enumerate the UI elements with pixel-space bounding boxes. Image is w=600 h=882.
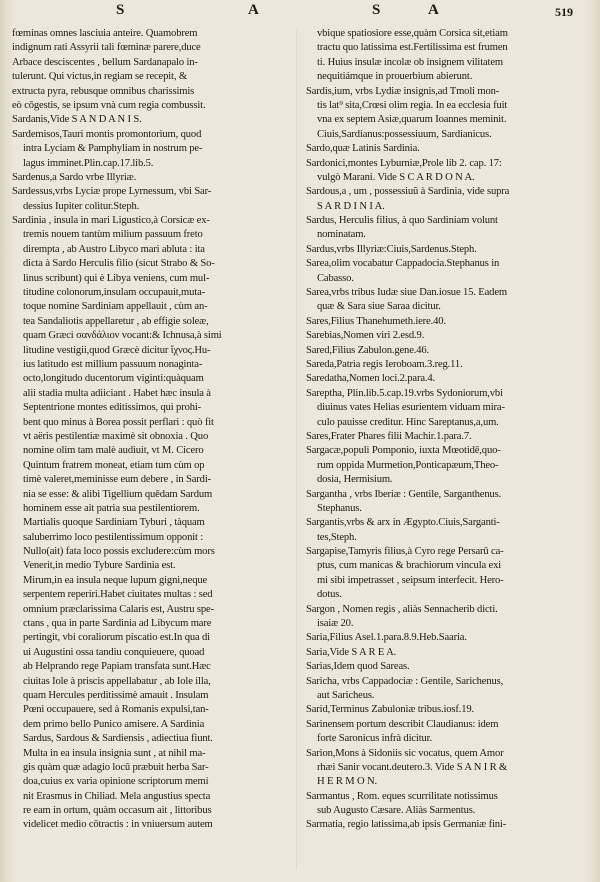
text-line: indignum rati Assyrii tali fœminæ parere,duce [12, 42, 201, 54]
text-line: Sares,Filius Thanehumeth.iere.40. [306, 315, 446, 327]
text-line: isaiæ 20. [317, 618, 354, 630]
text-line: tes,Steph. [317, 531, 357, 543]
text-line: linus scribunt) qui è Libya veniens, cum mul- [23, 272, 210, 284]
text-line: Sarid,Terminus Zabuloniæ tribus.iosf.19. [306, 704, 475, 716]
text-line: rhæi Sanir vocant.deutero.3. Vide S A N I R & [317, 761, 508, 773]
page-number: 519 [555, 5, 573, 19]
text-line: dessius Iupiter colitur.Steph. [23, 200, 140, 212]
text-line: pertingit, vbi coraliorum piscatio est.In qua di [23, 632, 210, 644]
text-line: hominem esse ait patria sua pestilentiorem. [23, 502, 200, 514]
text-line: tractu quo latissima est.Fertilissima est frumen [317, 42, 508, 54]
text-line: culo pauisse creditur. Hinc Sareptanus,a,um. [317, 416, 499, 428]
text-line: Sared,Filius Zabulon.gene.46. [306, 344, 430, 356]
text-line: extructa pyra, rebusque omnibus charissimis [12, 85, 195, 97]
text-line: bent quo minus à Borea possit perflari : quò fit [23, 416, 214, 428]
text-line: Pœni occupauere, sed à Romanis expulsi,tan- [23, 704, 209, 716]
text-line: nominatam. [317, 229, 366, 241]
text-line: sub Augusto Cæsare. Aliàs Sarmentus. [317, 805, 476, 817]
text-line: Saria,Vide S A R E A. [306, 646, 397, 658]
text-line: Septentrione montes editissimos, qui prohi- [23, 402, 202, 414]
text-line: Sardenus,a Sardo vrbe Illyriæ. [12, 171, 137, 183]
text-line: diuinus vates Helias esurientem viduam mira- [317, 402, 505, 414]
text-line: eò cōgestis, se ipsum vnà cum regia combussit. [12, 99, 206, 111]
text-line: quam Græci σανδάλιον vocant:& Ichnusa,à simi [23, 330, 222, 342]
text-line: litudine vestigii,quod Græcè dicitur ἴχνος.Hu- [23, 344, 211, 356]
text-line: Ciuis,Sardianus:possessiuum, Sardianicus. [317, 128, 492, 140]
text-line: tulerunt. Qui victus,in regiam se recepit, & [12, 71, 187, 83]
text-line: Sardessus,vrbs Lyciæ prope Lyrnessum, vbi Sar- [12, 186, 212, 198]
right-column [306, 27, 574, 873]
text-line: fœminas omnes lasciuia anteire. Quamobrem [12, 28, 198, 39]
text-line: Sarea,olim vocabatur Cappadocia.Stephanus in [306, 258, 500, 270]
text-line: rum oppida Murmetion,Ponticapæum,Theo- [317, 459, 499, 471]
text-line: Sardis,ium, vrbs Lydiæ insignis,ad Tmoli mon- [306, 85, 500, 97]
text-line: ab Helprando rege Papiam transfata sunt.Hæc [23, 661, 211, 673]
header-letter-right-1: S [372, 2, 381, 18]
text-line: Sardous,a , um , possessiuũ à Sardinia, vide supra [306, 186, 510, 198]
text-line: Nullo(ait) fata loco possis excludere:cùm mors [23, 546, 215, 558]
text-line: ctans , qua in parte Sardinia ad Libycum mare [23, 618, 212, 630]
text-line: lagus imminet.Plin.cap.17.lib.5. [23, 157, 154, 169]
text-line: quæ & Sara siue Saraa dicitur. [317, 301, 441, 313]
text-line: alii stadia multa adiiciant . Habet hæc insula à [23, 387, 211, 399]
text-line: Mirum,in ea insula neque lupum gigni,neque [23, 574, 208, 586]
text-line: Sardus,vrbs Illyriæ:Ciuis,Sardenus.Steph. [306, 243, 477, 255]
text-line: tis lat⁹ sita,Crœsi olim regia. In ea ecclesia fuit [317, 99, 508, 111]
text-line: Sargon , Nomen regis , aliàs Sennacherib dicti. [306, 603, 498, 615]
column-gutter [296, 30, 297, 870]
text-line: Sarebias,Nomen viri 2.esd.9. [306, 330, 425, 342]
text-line: Sardus, Herculis filius, à quo Sardiniam volunt [306, 215, 498, 227]
text-line: vulgò Marani. Vide S C A R D O N A. [317, 171, 475, 183]
text-line: quam Hercules perditissimè amauit . Insulam [23, 689, 209, 701]
text-line: videlicet medio cōtractis : in vniuersum autem [23, 819, 213, 831]
text-line: ius latitudo est millium passuum nonaginta- [23, 358, 203, 370]
text-line: vt aëris pestilentiæ maximè sit obnoxia . Quo [23, 430, 209, 442]
text-line: toque nomine Sardiniam appellauit , cùm an- [23, 301, 208, 313]
text-line: doa,cuius ex varia opinione scriptorum memi [23, 776, 209, 788]
text-line: vna ex septem Asiæ,quarum Ioannes meminit. [317, 114, 507, 126]
text-line: Sarmantus , Rom. eques scurrilitate notissimus [306, 790, 498, 802]
header-letter-right-2: A [428, 2, 439, 18]
text-line: ciuitas Iole à priscis appellabatur , ab Iole illa, [23, 675, 211, 687]
text-line: Sarea,vrbs tribus Iudæ siue Dan.iosue 15. Eadem [306, 287, 507, 299]
text-line: Saredatha,Nomen loci.2.para.4. [306, 373, 436, 385]
text-line: re eam in ortum, quàm occasum ait , littoribus [23, 805, 212, 817]
text-line: Sardanis,Vide S A N D A N I S. [12, 114, 142, 126]
text-line: tea Sandaliotis appellaretur , ab effigie soleæ, [23, 315, 209, 327]
text-line: Sarias,Idem quod Sareas. [306, 661, 410, 673]
text-line: dirempta , ab Austro Libyco mari abluta : ita [23, 243, 205, 255]
text-line: Stephanus. [317, 502, 362, 514]
text-line: Sardinia , insula in mari Ligustico,à Corsicæ ex- [12, 215, 210, 227]
text-line: aut Saricheus. [317, 689, 375, 701]
text-line: Sardonici,montes Lyburniæ,Prole lib 2. cap. 17: [306, 157, 502, 169]
text-line: Sargantha , vrbs Iberiæ : Gentile, Sarganthenus. [306, 488, 502, 500]
text-line: Sarion,Mons à Sidoniis sic vocatus, quem Amor [306, 747, 504, 759]
text-line: octo,longitudo ducentorum viginti:quàquam [23, 373, 204, 385]
text-line: Sarinensem portum describit Claudianus: idem [306, 718, 499, 730]
header-letter-left-2: A [248, 2, 259, 18]
text-line: Sardo,quæ Latinis Sardinia. [306, 143, 420, 155]
header-letter-left-1: S [116, 2, 125, 18]
text-line: Martialis quoque Sardiniam Tyburi , tàquam [23, 517, 205, 529]
text-line: nia se esse: & alibi Tigellium quēdam Sardum [23, 488, 213, 500]
text-line: Sarmatia, regio latissima,ab ipsis Germaniæ fini- [306, 819, 507, 831]
text-line: ptus, cum manicas & brachiorum vincula exi [317, 560, 502, 572]
text-line: nit Erasmus in Chiliad. Mela angustius specta [23, 790, 211, 802]
text-line: mi sibi impetrasset , seipsum interfecit. Hero- [317, 574, 504, 586]
text-line: Quintum fratrem moneat, etiam tum cùm op [23, 459, 205, 471]
text-line: Sardus, Sardous & Sardiensis , adiectiua fiunt. [23, 733, 213, 745]
text-line: Saricha, vrbs Cappadociæ : Gentile, Sarichenus, [306, 675, 504, 687]
text-line: S A R D I N I A. [317, 200, 385, 212]
text-line: saluberrimo loco pestilentissimum opponit : [23, 531, 204, 543]
text-line: nomine olim tam malè audiuit, vt M. Cicero [23, 445, 204, 457]
text-line: Sares,Frater Phares filii Machir.1.para.7. [306, 430, 472, 442]
text-line: forte Saronicus infrà dicitur. [317, 733, 432, 745]
text-line: Sargacæ,populi Pomponio, iuxta Mœotidē,quo- [306, 445, 501, 457]
text-line: dicta à Sardo Herculis filio (sicut Strabo & So- [23, 258, 215, 270]
text-line: Saria,Filius Asel.1.para.8.9.Heb.Saaria. [306, 632, 467, 644]
text-line: gis quàm quæ adagio locū præbuit herba Sar- [23, 761, 209, 773]
text-line: Sargantis,vrbs & arx in Ægypto.Ciuis,Sarganti- [306, 517, 500, 529]
running-header [0, 2, 600, 24]
text-line: dotus. [317, 589, 342, 601]
text-line: Sareda,Patria regis Ieroboam.3.reg.11. [306, 358, 463, 370]
text-line: vbique spatiosiore esse,quàm Corsica sit,etiam [317, 28, 508, 39]
text-line: Sardemisos,Tauri montis promontorium, quod [12, 128, 202, 140]
text-line: intra Lyciam & Pamphyliam in nostrum pe- [23, 143, 203, 155]
text-line: nequitiámque in prouerbium abierunt. [317, 71, 473, 83]
text-line: serpentem reperiri.Habet ciuitates multas : sed [23, 589, 213, 601]
text-line: omnium præclarissima Calaris est, Austru spe- [23, 603, 214, 615]
text-line: H E R M O N. [317, 776, 377, 788]
text-line: tremis nouem tantùm milium passuum freto [23, 229, 203, 241]
text-line: dosia, Hermisium. [317, 474, 393, 486]
text-line: Venerit,in medio Tybure Sardinia est. [23, 560, 176, 572]
text-line: Arbace desciscentes , bellum Sardanapalo in- [12, 56, 198, 68]
text-line: Multa in ea insula insignia sunt , at nihil ma- [23, 747, 206, 759]
text-line: Cabasso. [317, 272, 354, 284]
text-line: dem primo bello Punico amisere. A Sardinia [23, 718, 205, 730]
text-line: ui Augustini ossa tandiu conquieuere, quoad [23, 646, 205, 658]
text-line: titudine colonorum,insulam occupauit,muta- [23, 287, 205, 299]
left-column [12, 27, 280, 873]
text-line: Sargapise,Tamyris filius,à Cyro rege Persarū ca- [306, 546, 504, 558]
text-line: ti. Huius insulæ incolæ ob insignem vilitatem [317, 56, 503, 68]
text-line: Sareptha, Plin.lib.5.cap.19.vrbs Sydoniorum,vbi [306, 387, 503, 399]
text-line: timè valeret,meminisse eum debere , in Sardi- [23, 474, 211, 486]
